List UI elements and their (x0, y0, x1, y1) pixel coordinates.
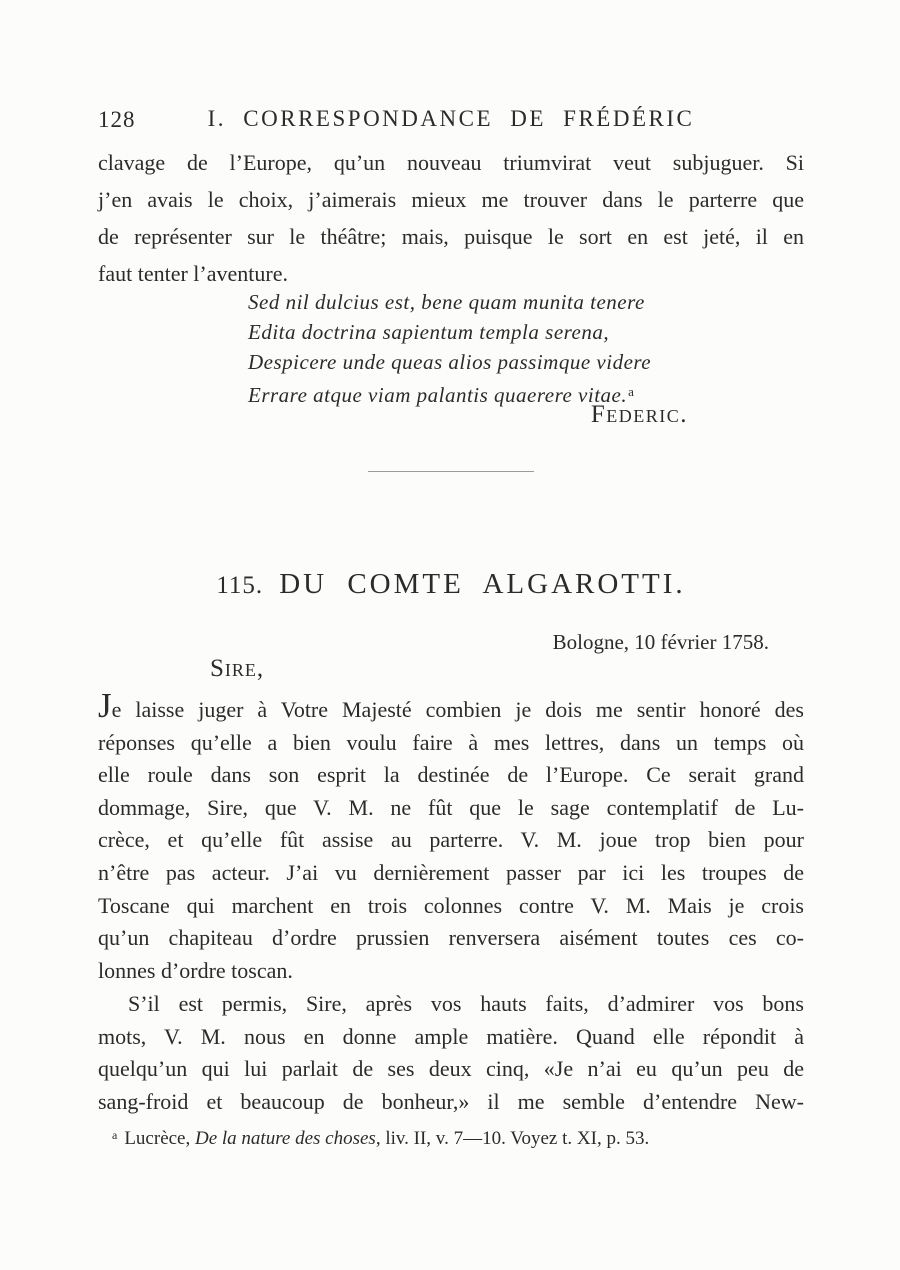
footnote (112, 1123, 804, 1151)
paragraph-line: de représenter sur le théâtre; mais, puisque le sort en est jeté, il en (98, 224, 804, 249)
letter-heading (98, 568, 804, 601)
letter-paragraph-2 (98, 988, 804, 1118)
letter-paragraph-1 (98, 686, 804, 987)
paragraph-line: S’il est permis, Sire, après vos hauts faits, d’admirer vos bons (128, 991, 804, 1016)
paragraph-line-text: e laisse juger à Votre Majesté combien je dois me sentir honoré des (111, 697, 804, 722)
verse-line: Edita doctrina sapientum templa serena, (248, 320, 610, 344)
letter-number: 115. (216, 572, 264, 599)
latin-verse-block (248, 287, 651, 410)
paragraph-line: réponses qu’elle a bien voulu faire à mes lettres, dans un temps où (98, 729, 804, 755)
footnote-text-before: Lucrèce, (124, 1128, 195, 1149)
paragraph-line (98, 686, 804, 727)
paragraph-line: mots, V. M. nous en donne ample matière. Quand elle répondit à (98, 1023, 804, 1049)
letter-title: DU COMTE ALGAROTTI. (279, 568, 686, 600)
salutation: Sire, (210, 655, 265, 682)
verse-line: Sed nil dulcius est, bene quam munita tenere (248, 290, 645, 314)
page-number: 128 (98, 107, 136, 132)
paragraph-line: qu’un chapiteau d’ordre prussien renversera aisément toutes ces co- (98, 925, 804, 951)
paragraph-line: crèce, et qu’elle fût assise au parterre. V. M. joue trop bien pour (98, 827, 804, 853)
drop-cap-initial: J (98, 686, 112, 725)
paragraph-line: lonnes d’ordre toscan. (98, 957, 293, 983)
footnote-italic-title: De la nature des choses (195, 1128, 376, 1149)
footnote-marker-ref: a (628, 384, 635, 399)
paragraph-line: dommage, Sire, que V. M. ne fût que le sage contemplatif de Lu- (98, 794, 804, 820)
page-header (98, 106, 804, 132)
previous-letter-paragraph (98, 144, 804, 292)
paragraph-line: faut tenter l’aventure. (98, 261, 288, 286)
verse-line-text: Errare atque viam palantis quaerere vitae. (248, 383, 628, 407)
running-title: I. CORRESPONDANCE DE FRÉDÉRIC (207, 106, 695, 131)
footnote-text-after: , liv. II, v. 7—10. Voyez t. XI, p. 53. (375, 1128, 650, 1149)
dateline: Bologne, 10 février 1758. (552, 630, 769, 654)
paragraph-line: elle roule dans son esprit la destinée de l’Europe. Ce serait grand (98, 762, 804, 788)
signature: Federic. (590, 401, 688, 428)
paragraph-line: clavage de l’Europe, qu’un nouveau triumvirat veut subjuguer. Si (98, 150, 804, 175)
paragraph-line: sang-froid et beaucoup de bonheur,» il me semble d’entendre New- (98, 1088, 804, 1114)
paragraph-line: Toscane qui marchent en trois colonnes contre V. M. Mais je crois (98, 892, 804, 918)
footnote-marker: a (112, 1128, 118, 1142)
verse-line: Despicere unde queas alios passimque videre (248, 350, 652, 374)
paragraph-line: quelqu’un qui lui parlait de ses deux cinq, «Je n’ai eu qu’un peu de (98, 1056, 804, 1082)
section-divider (368, 471, 534, 472)
paragraph-line: n’être pas acteur. J’ai vu dernièrement passer par ici les troupes de (98, 859, 804, 885)
paragraph-line: j’en avais le choix, j’aimerais mieux me trouver dans le parterre que (98, 187, 804, 212)
